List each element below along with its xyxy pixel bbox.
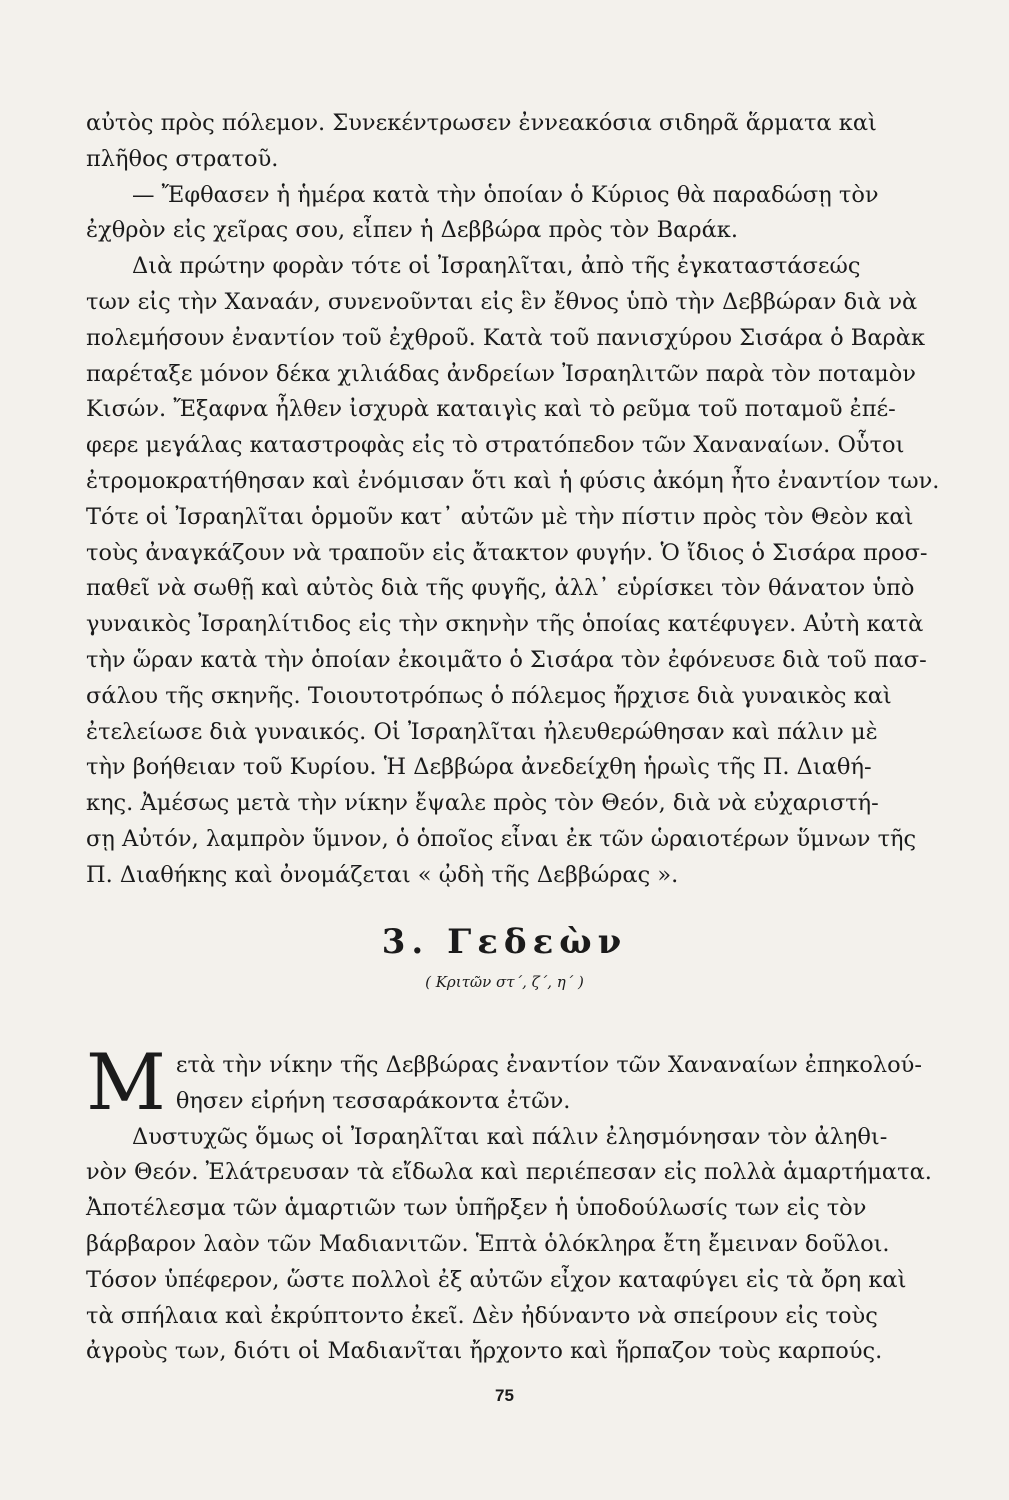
- text-line: σῃ Αὐτόν, λαμπρὸν ὕμνον, ὁ ὁποῖος εἶναι ἐκ τῶν ὡραιοτέρων ὕμνων τῆς: [86, 825, 917, 852]
- text-line: νὸν Θεόν. Ἐλάτρευσαν τὰ εἴδωλα καὶ περιέπεσαν εἰς πολλὰ ἁμαρτήματα.: [86, 1159, 932, 1186]
- text-line: τοὺς ἀναγκάζουν νὰ τραποῦν εἰς ἄτακτον φυγήν. Ὁ ἴδιος ὁ Σισάρα προσ-: [86, 539, 928, 566]
- text-line: ἐτελείωσε διὰ γυναικός. Οἱ Ἰσραηλῖται ἠλευθερώθησαν καὶ πάλιν μὲ: [86, 718, 878, 745]
- text-line: τὴν ὥραν κατὰ τὴν ὁποίαν ἐκοιμᾶτο ὁ Σισάρα τὸν ἐφόνευσε διὰ τοῦ πασ-: [86, 646, 927, 673]
- text-line: Διὰ πρώτην φορὰν τότε οἱ Ἰσραηλῖται, ἀπὸ τῆς ἐγκαταστάσεώς: [132, 253, 861, 280]
- drop-cap: Μ: [86, 1038, 166, 1128]
- text-line: Τόσον ὑπέφερον, ὥστε πολλοὶ ἐξ αὐτῶν εἶχον καταφύγει εἰς τὰ ὄρη καὶ: [86, 1266, 907, 1293]
- text-line: Τότε οἱ Ἰσραηλῖται ὁρμοῦν κατ᾽ αὐτῶν μὲ τὴν πίστιν πρὸς τὸν Θεὸν καὶ: [86, 503, 914, 530]
- text-line: πολεμήσουν ἐναντίον τοῦ ἐχθροῦ. Κατὰ τοῦ πανισχύρου Σισάρα ὁ Βαρὰκ: [86, 324, 926, 351]
- text-line: σάλου τῆς σκηνῆς. Τοιουτοτρόπως ὁ πόλεμος ἤρχισε διὰ γυναικὸς καὶ: [86, 682, 892, 709]
- section-body: [86, 1038, 932, 1370]
- text-line: τὴν βοήθειαν τοῦ Κυρίου. Ἡ Δεββώρα ἀνεδείχθη ἡρωὶς τῆς Π. Διαθή-: [86, 754, 872, 781]
- section-reference: ( Κριτῶν στ´, ζ´, η´ ): [425, 973, 584, 991]
- text-line: των εἰς τὴν Χαναάν, συνενοῦνται εἰς ἓν ἔθνος ὑπὸ τὴν Δεββώραν διὰ νὰ: [86, 288, 918, 315]
- text-line: ἀγροὺς των, διότι οἱ Μαδιανῖται ἤρχοντο καὶ ἥρπαζον τοὺς καρπούς.: [86, 1338, 883, 1365]
- body-text: [86, 106, 940, 894]
- text-line: φερε μεγάλας καταστροφὰς εἰς τὸ στρατόπεδον τῶν Χαναναίων. Οὗτοι: [86, 432, 905, 459]
- text-line: Ἀποτέλεσμα τῶν ἁμαρτιῶν των ὑπῆρξεν ἡ ὑποδούλωσίς των εἰς τὸν: [86, 1195, 867, 1222]
- text-line: γυναικὸς Ἰσραηλίτιδος εἰς τὴν σκηνὴν τῆς ὁποίας κατέφυγεν. Αὐτὴ κατὰ: [86, 611, 924, 638]
- text-line: ἐχθρὸν εἰς χεῖρας σου, εἶπεν ἡ Δεββώρα πρὸς τὸν Βαράκ.: [86, 217, 738, 244]
- text-line: βάρβαρον λαὸν τῶν Μαδιανιτῶν. Ἑπτὰ ὁλόκληρα ἔτη ἔμειναν δοῦλοι.: [86, 1230, 890, 1257]
- text-line: ἐτρομοκρατήθησαν καὶ ἐνόμισαν ὅτι καὶ ἡ φύσις ἀκόμη ἦτο ἐναντίον των.: [86, 467, 940, 494]
- text-line: τὰ σπήλαια καὶ ἐκρύπτοντο ἐκεῖ. Δὲν ἠδύναντο νὰ σπείρουν εἰς τοὺς: [86, 1302, 878, 1329]
- text-line: αὐτὸς πρὸς πόλεμον. Συνεκέντρωσεν ἐννεακόσια σιδηρᾶ ἅρματα καὶ: [86, 110, 877, 136]
- text-line: ετὰ τὴν νίκην τῆς Δεββώρας ἐναντίον τῶν Χαναναίων ἐπηκολού-: [175, 1052, 922, 1078]
- text-line: πλῆθος στρατοῦ.: [86, 145, 279, 172]
- text-line: παρέταξε μόνον δέκα χιλιάδας ἀνδρείων Ἰσραηλιτῶν παρὰ τὸν ποταμὸν: [86, 360, 916, 387]
- text-line: παθεῖ νὰ σωθῇ καὶ αὐτὸς διὰ τῆς φυγῆς, ἀλλ᾽ εὑρίσκει τὸν θάνατον ὑπὸ: [86, 575, 915, 602]
- text-line: — Ἔφθασεν ἡ ἡμέρα κατὰ τὴν ὁποίαν ὁ Κύριος θὰ παραδώσῃ τὸν: [132, 181, 879, 208]
- text-line: κης. Ἀμέσως μετὰ τὴν νίκην ἔψαλε πρὸς τὸν Θεόν, διὰ νὰ εὐχαριστή-: [86, 790, 879, 817]
- section-heading: 3. Γεδεὼν: [381, 922, 628, 962]
- page-number: 75: [495, 1386, 514, 1405]
- text-line: Π. Διαθήκης καὶ ὀνομάζεται « ᾠδὴ τῆς Δεββώρας ».: [86, 861, 679, 888]
- text-line: Κισών. Ἔξαφνα ἦλθεν ἰσχυρὰ καταιγὶς καὶ τὸ ρεῦμα τοῦ ποταμοῦ ἐπέ-: [86, 396, 896, 423]
- text-line: θησεν εἰρήνη τεσσαράκοντα ἐτῶν.: [175, 1087, 571, 1114]
- text-line: Δυστυχῶς ὅμως οἱ Ἰσραηλῖται καὶ πάλιν ἐλησμόνησαν τὸν ἀληθι-: [132, 1123, 888, 1150]
